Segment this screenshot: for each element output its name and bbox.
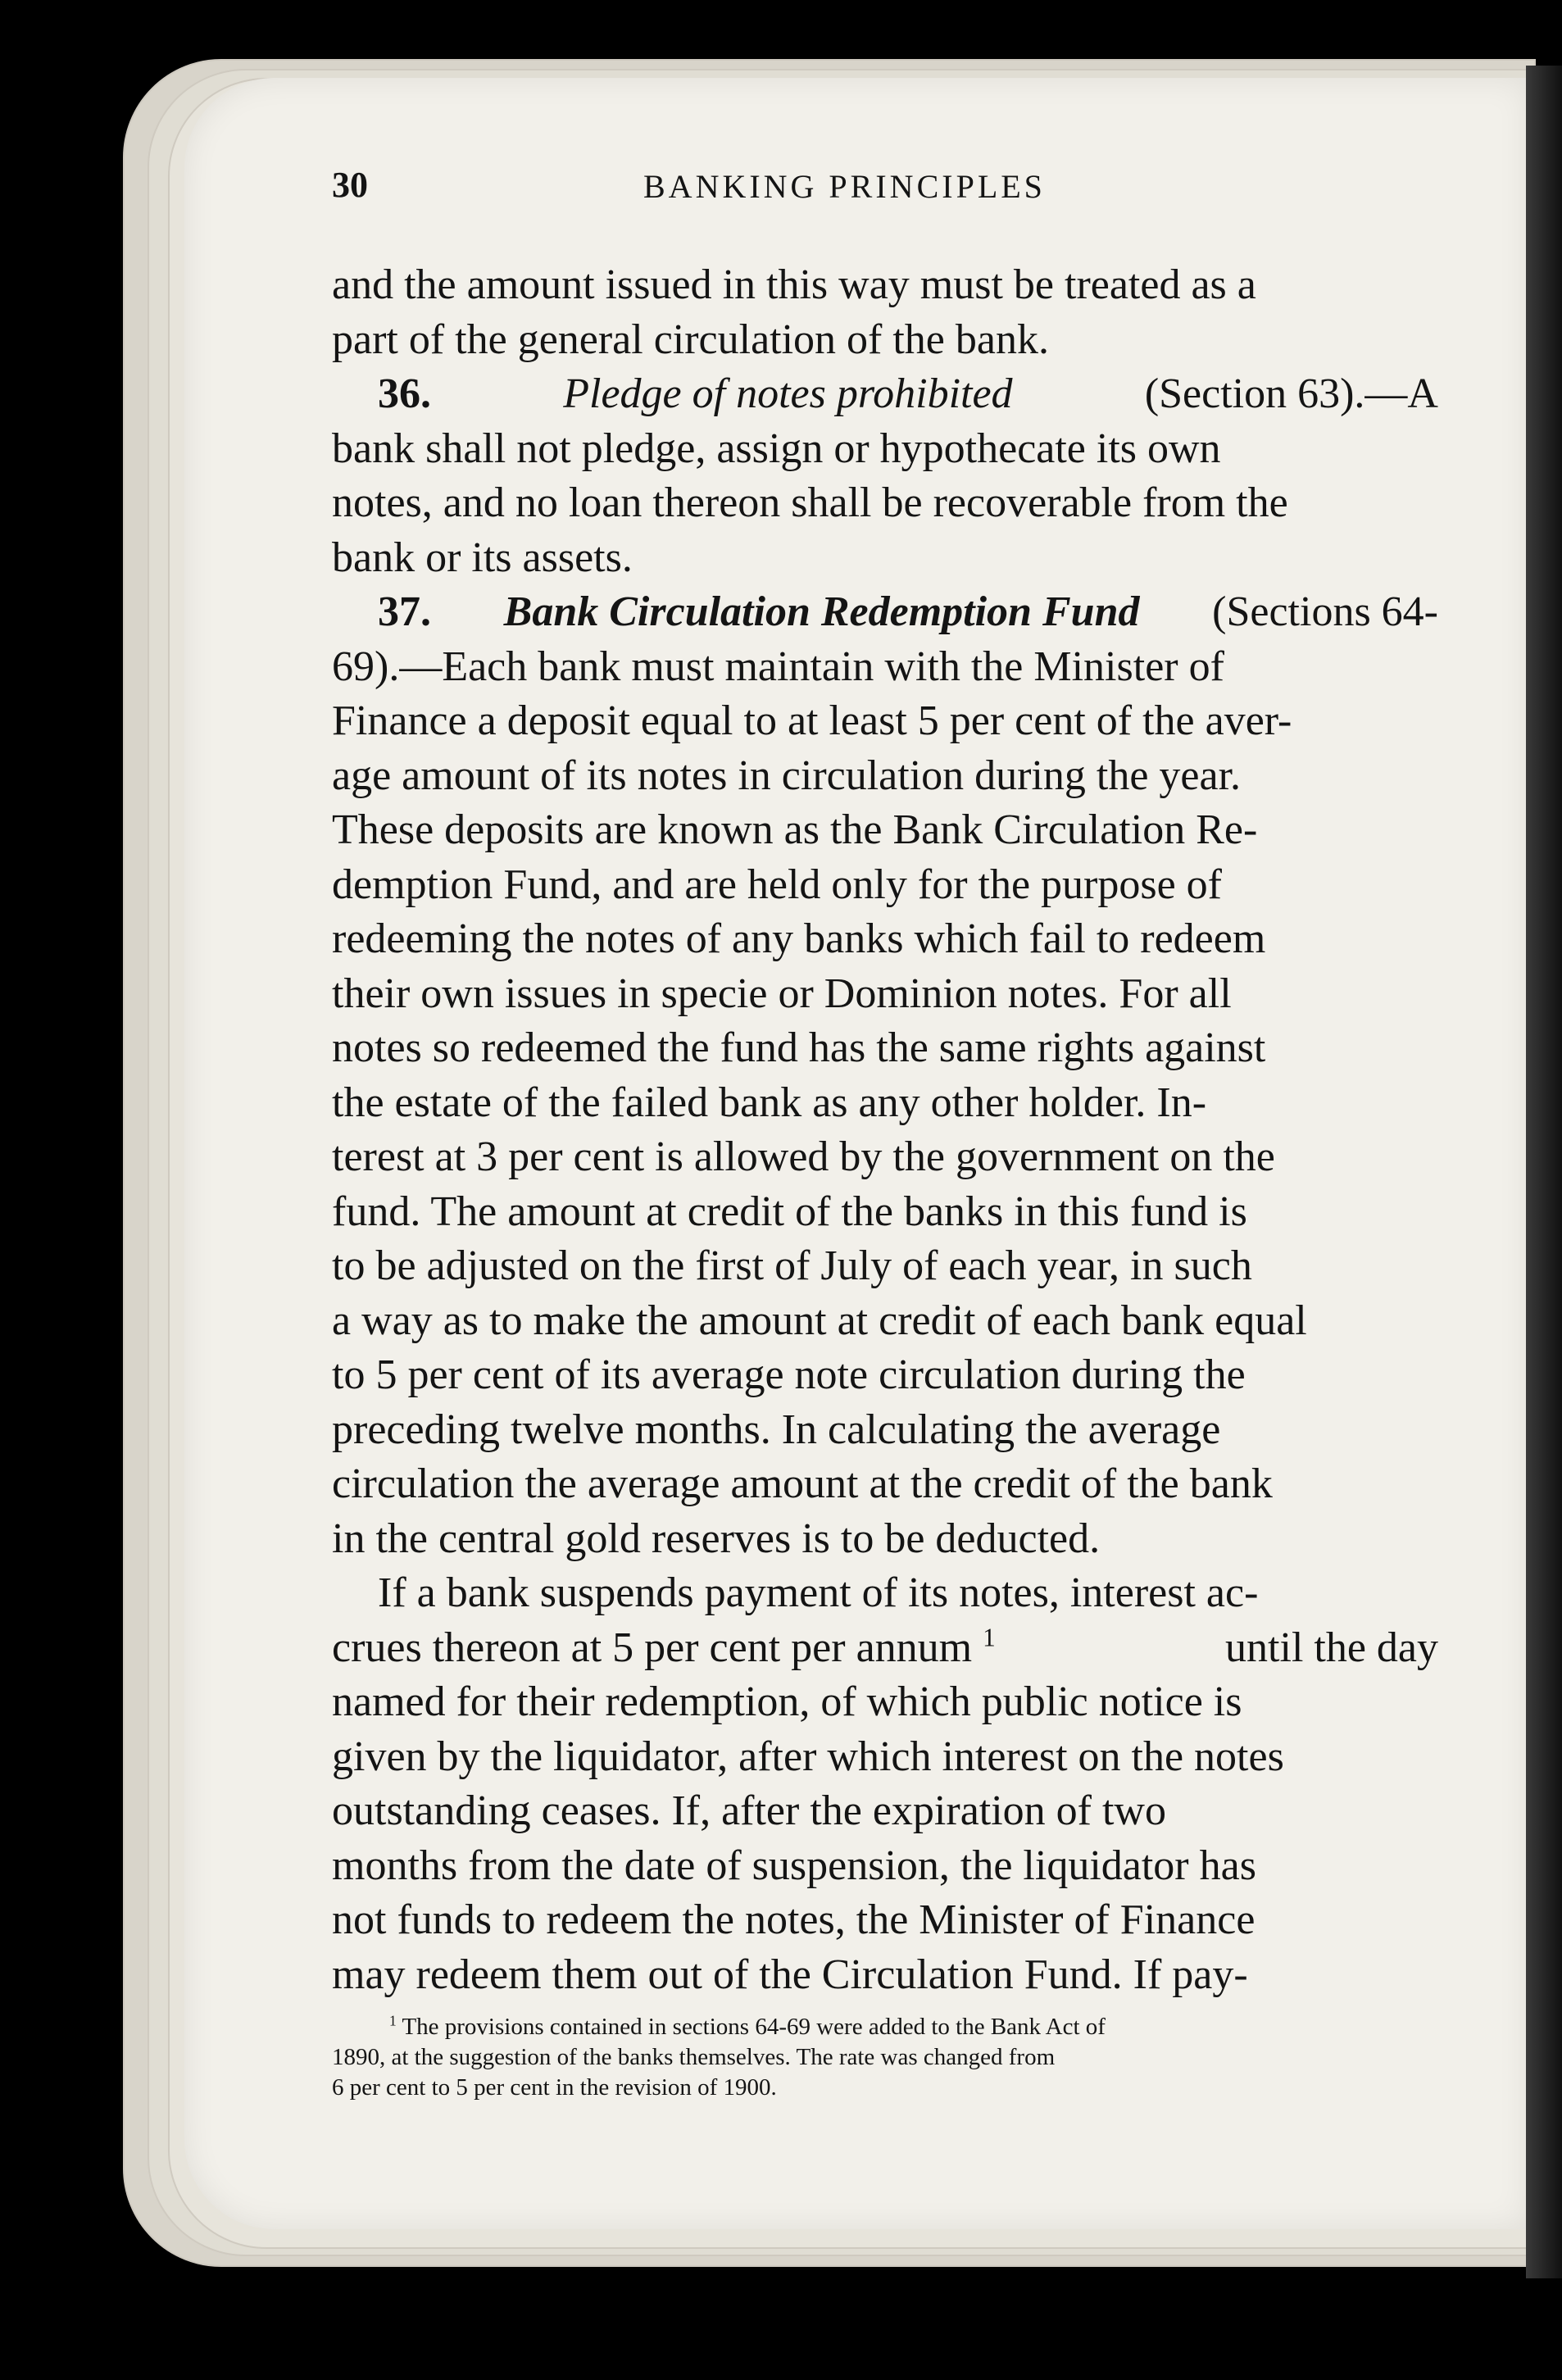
section-number: 36.: [378, 370, 431, 417]
text-line: notes so redeemed the fund has the same rights against: [332, 1024, 1266, 1071]
footnote-line: 1890, at the suggestion of the banks themselves. The rate was changed from: [332, 2044, 1056, 2070]
body-text: [332, 258, 1438, 2002]
text-line: age amount of its notes in circulation during the year.: [332, 752, 1242, 799]
text-line: bank shall not pledge, assign or hypothecate its own: [332, 425, 1221, 472]
text-line: not funds to redeem the notes, the Minister of Finance: [332, 1896, 1256, 1943]
text-line: to 5 per cent of its average note circulation during the: [332, 1351, 1246, 1398]
footnote-line: 6 per cent to 5 per cent in the revision of 1900.: [332, 2074, 777, 2101]
text-line: Finance a deposit equal to at least 5 per cent of the aver-: [332, 697, 1292, 744]
footnote: [332, 2012, 1438, 2103]
section-reference: (Sections 64-: [1212, 588, 1438, 635]
text-line: a way as to make the amount at credit of each bank equal: [332, 1297, 1307, 1344]
text-line: months from the date of suspension, the liquidator has: [332, 1842, 1256, 1889]
text-line: in the central gold reserves is to be deducted.: [332, 1515, 1101, 1562]
section-title: Bank Circulation Redemption Fund: [503, 588, 1140, 635]
section-36-heading: [332, 367, 1438, 422]
text-line: their own issues in specie or Dominion notes. For all: [332, 970, 1232, 1017]
text-line: redeeming the notes of any banks which fail to redeem: [332, 915, 1266, 962]
text-line: and the amount issued in this way must be treated as a: [332, 261, 1256, 308]
text-line: crues thereon at 5 per cent per annum $^1$ until the day: [332, 1623, 1438, 1671]
text-line: outstanding ceases. If, after the expiration of two: [332, 1787, 1166, 1834]
text-line: given by the liquidator, after which interest on the notes: [332, 1733, 1284, 1780]
page-number: 30: [332, 165, 368, 205]
text-line: bank or its assets.: [332, 534, 633, 581]
section-reference: (Section 63).—A: [1144, 370, 1438, 417]
footnote-line: $^1$ The provisions contained in sections 64-69 were added to the Bank Act of: [389, 2012, 1106, 2040]
footnote-marker: 1: [983, 1623, 996, 1652]
text-line: preceding twelve months. In calculating the average: [332, 1406, 1221, 1453]
text-line: notes, and no loan thereon shall be recoverable from the: [332, 479, 1288, 526]
text-line: demption Fund, and are held only for the purpose of: [332, 861, 1222, 908]
page-header: [332, 164, 1438, 221]
text-line: If a bank suspends payment of its notes, interest ac-: [378, 1569, 1259, 1616]
running-title: BANKING PRINCIPLES: [643, 168, 1046, 205]
right-page-edge: [1526, 66, 1562, 2278]
text-line: part of the general circulation of the bank.: [332, 316, 1049, 363]
text-line: circulation the average amount at the credit of the bank: [332, 1460, 1273, 1507]
text-line: named for their redemption, of which public notice is: [332, 1678, 1242, 1725]
text-line: 69).—Each bank must maintain with the Minister of: [332, 643, 1224, 690]
text-line: fund. The amount at credit of the banks in this fund is: [332, 1188, 1247, 1235]
section-title: Pledge of notes prohibited: [563, 370, 1013, 417]
text-line: may redeem them out of the Circulation Fund. If pay-: [332, 1951, 1248, 1998]
section-number: 37.: [378, 588, 431, 635]
text-line: These deposits are known as the Bank Circulation Re-: [332, 806, 1258, 853]
text-line: to be adjusted on the first of July of each year, in such: [332, 1242, 1252, 1289]
text-line: terest at 3 per cent is allowed by the government on the: [332, 1133, 1275, 1180]
text-line: the estate of the failed bank as any other holder. In-: [332, 1079, 1207, 1126]
section-37-heading: [332, 585, 1438, 640]
footnote-marker: 1: [389, 2012, 397, 2029]
